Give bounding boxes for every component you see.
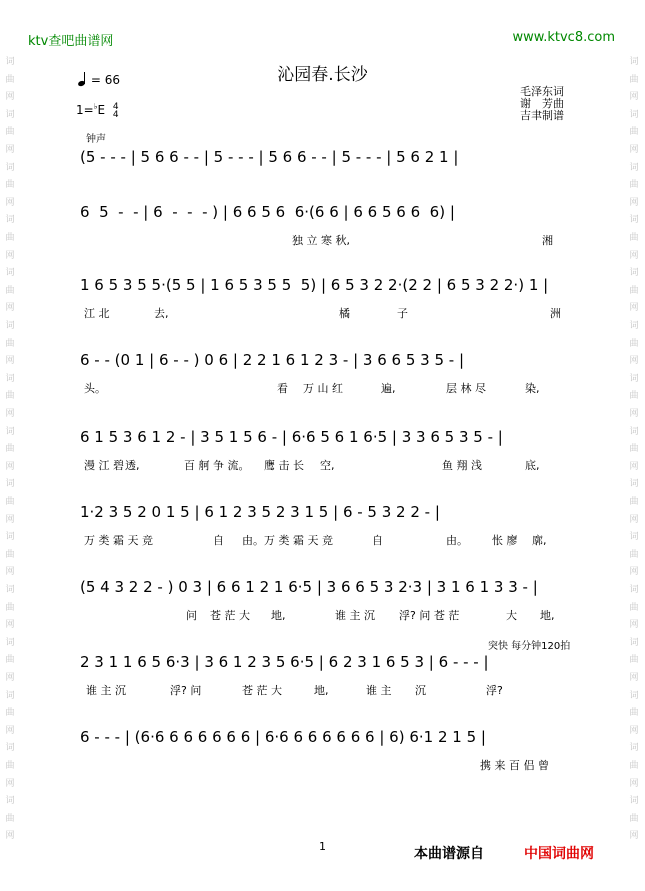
lyric-text: 携 来 百 侣 曾 (480, 759, 549, 772)
watermark-char: 词 (5, 268, 15, 279)
lyric-text: 漫 江 碧 (84, 459, 124, 472)
source-site-link[interactable]: 中国词曲网 (524, 846, 594, 862)
watermark-char: 网 (629, 567, 639, 578)
lyric-text: 谁 主 沉 (335, 609, 375, 622)
tempo-marking (78, 72, 120, 87)
lyric-text: 地, (271, 609, 286, 622)
notation-row: 6 5 - - | 6 - - - ) | 6 6 5 6 6·(6 6 | 6 6 5 6 6 6) | (80, 203, 455, 221)
watermark-char: 曲 (5, 708, 15, 719)
lyric-text: 浮? 问 苍 茫 (399, 609, 460, 622)
lyric-text: 染, (525, 382, 540, 395)
watermark-char: 词 (5, 426, 15, 437)
lyric-text: 遍, (381, 382, 396, 395)
lyric-text: 谁 主 沉 (86, 684, 126, 697)
watermark-char: 网 (629, 145, 639, 155)
quarter-note-icon (78, 72, 87, 86)
watermark-char: 曲 (5, 602, 15, 613)
lyric-text: 自 (372, 534, 383, 547)
watermark-char: 网 (629, 461, 639, 472)
watermark-char: 曲 (629, 74, 639, 85)
lyric-text: 地, (540, 609, 555, 622)
time-signature-top: 4 (112, 101, 119, 112)
watermark-char: 曲 (629, 285, 639, 296)
song-title: 沁园春.长沙 (277, 65, 368, 85)
watermark-char: 词 (629, 796, 639, 807)
watermark-char: 曲 (629, 338, 639, 349)
watermark-char: 网 (629, 725, 639, 736)
watermark-char: 网 (629, 409, 639, 419)
watermark-char: 曲 (5, 180, 15, 191)
source-text: 本曲谱源自 (414, 846, 484, 862)
watermark-char: 网 (5, 673, 15, 683)
watermark-char: 词 (5, 321, 15, 331)
watermark-char: 词 (5, 637, 15, 648)
watermark-char: 网 (5, 356, 15, 367)
watermark-char: 网 (5, 514, 15, 525)
watermark-char: 曲 (5, 285, 15, 296)
watermark-char: 词 (629, 373, 639, 384)
lyric-text: 江 北 (84, 307, 110, 320)
watermark-char: 曲 (5, 761, 15, 771)
watermark-char: 网 (5, 303, 15, 314)
watermark-char: 曲 (5, 391, 15, 402)
watermark-char: 网 (629, 620, 639, 631)
watermark-char: 词 (5, 532, 15, 543)
lyric-text: 怅 廖 (492, 534, 518, 547)
watermark-char: 曲 (629, 497, 639, 507)
watermark-char: 词 (5, 373, 15, 384)
lyric-text: 透, (125, 459, 140, 472)
watermark-char: 词 (5, 690, 15, 701)
watermark-char: 词 (629, 268, 639, 279)
watermark-char: 网 (5, 145, 15, 155)
lyric-text: 看 (277, 382, 288, 395)
lyric-text: 百 舸 争 流。 (184, 459, 250, 472)
flat-sign: ♭ (93, 102, 98, 111)
lyric-text: 地, (314, 684, 329, 697)
lyricist: 毛泽东词 (520, 85, 564, 98)
page-number: 1 (319, 840, 326, 853)
watermark-char: 曲 (5, 813, 15, 824)
watermark-char: 网 (629, 356, 639, 367)
lyric-text: 头。 (84, 382, 106, 395)
lyric-text: 由。万 类 霜 天 竞 (242, 534, 333, 547)
lyric-text: 由。 (446, 534, 468, 547)
watermark-char: 词 (5, 796, 15, 807)
watermark-char: 曲 (629, 444, 639, 455)
watermark-char: 词 (629, 585, 639, 595)
watermark-char: 曲 (629, 708, 639, 719)
watermark-char: 网 (629, 197, 639, 208)
watermark-char: 词 (629, 109, 639, 120)
lyric-text: 去, (154, 307, 169, 320)
lyric-text: 独 立 寒 秋, (292, 234, 350, 247)
watermark-char: 网 (629, 250, 639, 261)
watermark-char: 网 (629, 92, 639, 103)
watermark-char: 词 (629, 215, 639, 226)
watermark-char: 网 (5, 620, 15, 631)
lyric-text: 廓, (532, 534, 547, 547)
lyric-text: 子 (397, 307, 408, 320)
time-signature-bottom: 4 (112, 109, 119, 120)
lyric-text: 鹰 击 长 (264, 459, 304, 472)
watermark-char: 曲 (629, 549, 639, 560)
watermark-char: 网 (629, 303, 639, 314)
notation-row: (5 4 3 2 2 - ) 0 3 | 6 6 1 2 1 6·5 | 3 6 6 5 3 2·3 | 3 1 6 1 3 3 - | (80, 578, 538, 596)
tempo-change-marking: 突快 每分钟120拍 (488, 641, 571, 652)
watermark-char: 网 (5, 197, 15, 208)
watermark-char: 词 (629, 690, 639, 701)
composer: 谢 芳曲 (520, 97, 564, 110)
lyric-text: 层 林 尽 (446, 382, 486, 395)
watermark-char: 网 (5, 778, 15, 789)
watermark-char: 网 (5, 250, 15, 261)
watermark-char: 曲 (629, 813, 639, 824)
watermark-char: 网 (5, 725, 15, 736)
watermark-char: 网 (5, 831, 15, 842)
watermark-char: 曲 (5, 549, 15, 560)
watermark-char: 曲 (629, 391, 639, 402)
watermark-char: 曲 (629, 602, 639, 613)
watermark-char: 曲 (5, 127, 15, 138)
watermark-char: 网 (5, 409, 15, 419)
watermark-char: 曲 (5, 655, 15, 666)
notation-row: 6 1 5 3 6 1 2 - | 3 5 1 5 6 - | 6·6 5 6 1 6·5 | 3 3 6 5 3 5 - | (80, 428, 503, 446)
watermark-char: 网 (5, 92, 15, 103)
watermark-char: 词 (629, 532, 639, 543)
time-signature (113, 103, 119, 119)
watermark-char: 词 (5, 479, 15, 490)
watermark-char: 词 (5, 743, 15, 754)
lyric-text: 问 (186, 609, 197, 622)
watermark-char: 曲 (5, 444, 15, 455)
watermark-char: 曲 (629, 655, 639, 666)
lyric-text: 苍 茫 大 (210, 609, 250, 622)
lyric-text: 万 山 红 (303, 382, 343, 395)
watermark-char: 曲 (5, 233, 15, 243)
watermark-char: 词 (629, 637, 639, 648)
watermark-char: 词 (5, 162, 15, 173)
lyric-text: 底, (525, 459, 540, 472)
credits (520, 86, 564, 122)
watermark-char: 曲 (5, 497, 15, 507)
notation-row: 1 6 5 3 5 5·(5 5 | 1 6 5 3 5 5 5) | 6 5 3 2 2·(2 2 | 6 5 3 2 2·) 1 | (80, 276, 549, 294)
watermark-char: 词 (629, 479, 639, 490)
watermark-char: 曲 (629, 180, 639, 191)
watermark-char: 网 (5, 461, 15, 472)
lyric-text: 空, (320, 459, 335, 472)
lyric-text: 鱼 翔 浅 (442, 459, 482, 472)
left-watermark-column (3, 0, 17, 891)
watermark-char: 词 (629, 426, 639, 437)
key-label: 1= (76, 103, 94, 117)
watermark-char: 词 (5, 215, 15, 226)
engraver: 吉聿制谱 (520, 109, 564, 122)
key-signature (76, 102, 119, 119)
watermark-char: 词 (5, 109, 15, 120)
watermark-char: 曲 (629, 127, 639, 138)
watermark-char: 曲 (629, 233, 639, 243)
notation-row: 2 3 1 1 6 5 6·3 | 3 6 1 2 3 5 6·5 | 6 2 3 1 6 5 3 | 6 - - - | (80, 653, 489, 671)
notation-row: 6 - - - | (6·6 6 6 6 6 6 6 | 6·6 6 6 6 6 6 6 | 6) 6·1 2 1 5 | (80, 728, 486, 746)
lyric-text: 大 (506, 609, 517, 622)
lyric-text: 洲 (550, 307, 561, 320)
key-note: E (97, 103, 106, 117)
watermark-char: 曲 (629, 761, 639, 771)
watermark-char: 词 (5, 585, 15, 595)
lyric-text: 沉 (415, 684, 426, 697)
watermark-char: 词 (629, 743, 639, 754)
lyric-text: 湘 (542, 234, 553, 247)
watermark-char: 曲 (5, 338, 15, 349)
watermark-char: 网 (629, 673, 639, 683)
lyric-text: 自 (213, 534, 224, 547)
lyric-text: 浮? (486, 684, 503, 697)
watermark-char: 网 (629, 514, 639, 525)
right-watermark-column (627, 0, 641, 891)
watermark-char: 网 (5, 567, 15, 578)
watermark-char: 词 (629, 321, 639, 331)
watermark-char: 词 (629, 57, 639, 67)
watermark-char: 曲 (5, 74, 15, 85)
watermark-char: 网 (629, 778, 639, 789)
lyric-text: 苍 茫 大 (242, 684, 282, 697)
bell-marking: 钟声 (86, 134, 106, 145)
lyric-text: 橘 (339, 307, 350, 320)
watermark-char: 词 (629, 162, 639, 173)
site-name-left[interactable]: ktv查吧曲谱网 (28, 34, 114, 49)
lyric-text: 万 类 霜 天 竞 (84, 534, 153, 547)
watermark-char: 词 (5, 57, 15, 67)
notation-row: 1·2 3 5 2 0 1 5 | 6 1 2 3 5 2 3 1 5 | 6 - 5 3 2 2 - | (80, 503, 440, 521)
watermark-char: 网 (629, 831, 639, 842)
notation-row: 6 - - (0 1 | 6 - - ) 0 6 | 2 2 1 6 1 2 3 - | 3 6 6 5 3 5 - | (80, 351, 464, 369)
site-url-right[interactable]: www.ktvc8.com (512, 30, 615, 45)
notation-row: (5 - - - | 5 6 6 - - | 5 - - - | 5 6 6 - - | 5 - - - | 5 6 2 1 | (80, 148, 459, 166)
tempo-value: = 66 (90, 73, 120, 87)
lyric-text: 谁 主 (366, 684, 392, 697)
lyric-text: 浮? 问 (170, 684, 202, 697)
